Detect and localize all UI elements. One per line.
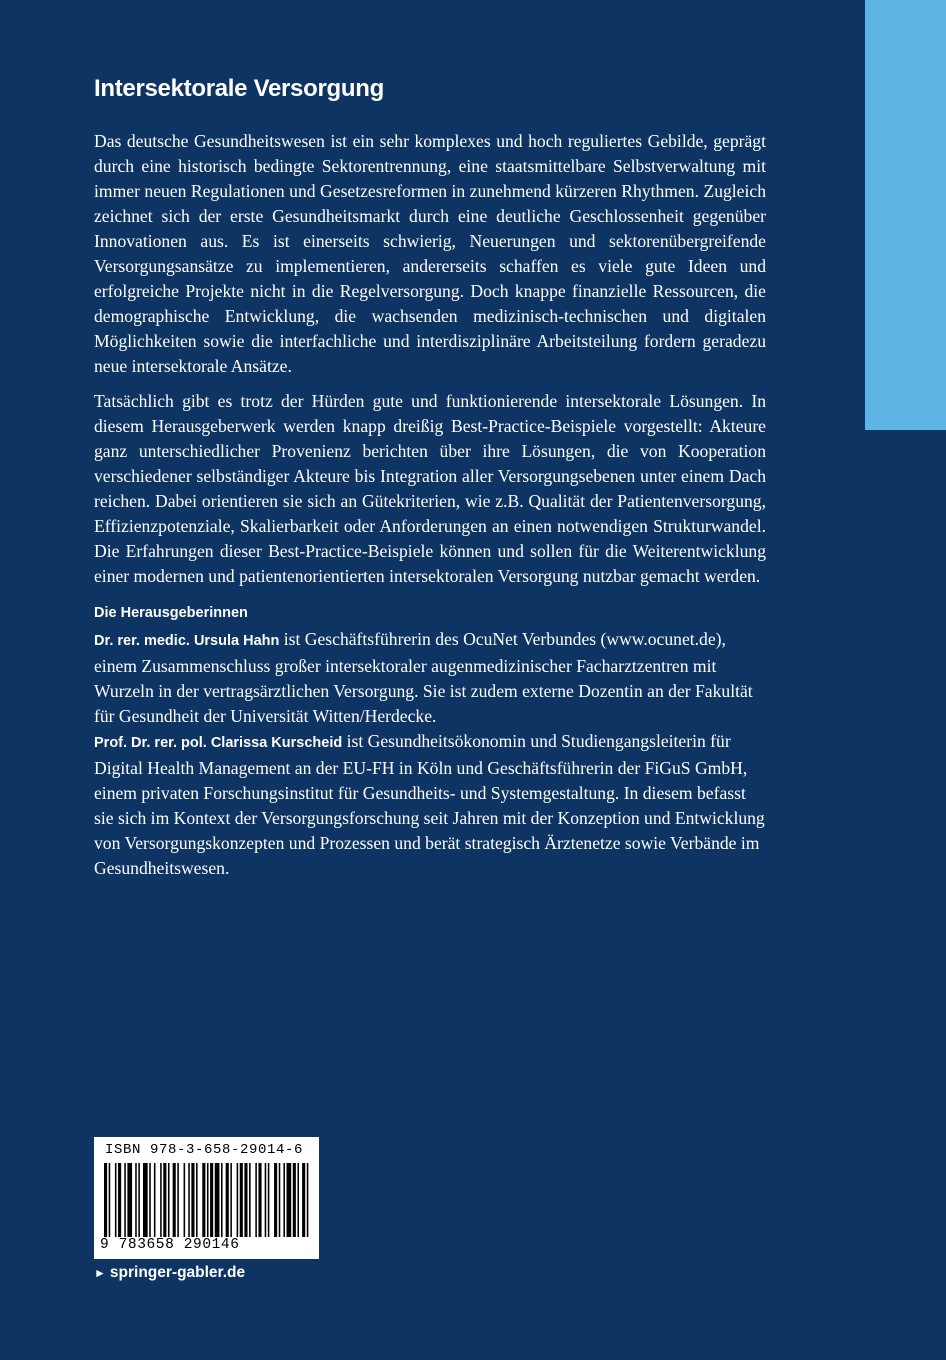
barcode-bar: [274, 1163, 277, 1237]
book-title: Intersektorale Versorgung: [94, 75, 384, 102]
barcode-bar: [215, 1163, 220, 1237]
barcode-bar: [287, 1163, 292, 1237]
barcode-bar: [240, 1163, 243, 1237]
editor-bio-1: [94, 627, 766, 729]
barcode-bar: [124, 1163, 126, 1237]
barcode-bar: [109, 1163, 111, 1237]
barcode-bar: [163, 1163, 166, 1237]
barcode-bar: [221, 1163, 223, 1237]
barcode-bar: [118, 1163, 121, 1237]
barcode-bar: [293, 1163, 296, 1237]
barcode-bar: [160, 1163, 162, 1237]
arrow-right-icon: ►: [94, 1266, 106, 1280]
description-paragraph-1: Das deutsche Gesundheitswesen ist ein sehr komplexes und hoch reguliertes Gebilde, geprägt durch eine historisch bedingte Sektorentrennung, eine staatsmittelbare Selbstverwaltung mit immer neuen Regulationen und Gesetzesreformen in zunehmend kürzeren Rhythmen. Zugleich zeichnet sich der erste Gesundheitsmarkt durch eine deutliche Geschlossenheit gegenüber Innovationen aus. Es ist einerseits schwierig, Neuerungen und sektorenübergreifende Versorgungsansätze zu implementieren, andererseits schaffen es viele gute Ideen und erfolgreiche Projekte nicht in die Regelversorgung. Doch knappe finanzielle Ressourcen, die demographische Entwicklung, die wachsenden medizinisch-technischen und digitalen Möglichkeiten sowie die interfachliche und interdisziplinäre Arbeitsteilung fordern geradezu neue intersektorale Ansätze.: [94, 131, 766, 376]
barcode-bar: [268, 1163, 270, 1237]
editor-name-1: Dr. rer. medic. Ursula Hahn: [94, 633, 280, 649]
editor-bio-2: [94, 729, 766, 881]
editor-name-2: Prof. Dr. rer. pol. Clarissa Kurscheid: [94, 735, 343, 751]
isbn-barcode: [94, 1137, 319, 1259]
barcode-bar: [143, 1163, 148, 1237]
barcode-bar: [265, 1163, 267, 1237]
editors-heading: Die Herausgeberinnen: [94, 605, 248, 621]
barcode-bar: [202, 1163, 205, 1237]
barcode-bar: [188, 1163, 190, 1237]
barcode-bar: [230, 1163, 232, 1237]
barcode-bar: [244, 1163, 247, 1237]
editor-text-1: ist Geschäftsführerin des OcuNet Verbundes (www.ocunet.de), einem Zusammenschluss großer intersektoraler augenmedizinischer Facharztzentren mit Wurzeln in der vertragsärztlichen Versorgung. Sie ist zudem externe Dozentin an der Fakultät für Gesundheit der Universität Witten/Herdecke.: [94, 629, 753, 726]
barcode-bar: [127, 1163, 132, 1237]
publisher-website[interactable]: [94, 1264, 245, 1282]
barcode-bar: [154, 1163, 156, 1237]
barcode-bars: [100, 1163, 313, 1237]
barcode-bar: [149, 1163, 151, 1237]
barcode-bar: [255, 1163, 257, 1237]
barcode-bar: [279, 1163, 281, 1237]
barcode-bar: [258, 1163, 261, 1237]
description-paragraph-2: Tatsächlich gibt es trotz der Hürden gute und funktionierende intersektorale Lösungen. In diesem Herausgeberwerk werden knapp dreißig Best-Practice-Beispiele vorgestellt: Akteure ganz unterschiedlicher Provenienz berichten über ihre Lösungen, die von Kooperation verschiedener selbständiger Akteure bis Integration aller Versorgungsebenen unter einem Dach reichen. Dabei orientieren sie sich an Gütekriterien, wie z.B. Qualität der Patientenversorgung, Effizienzpotenziale, Skalierbarkeit oder Anforderungen an einen notwendigen Strukturwandel. Die Erfahrungen dieser Best-Practice-Beispiele können und sollen für die Weiterentwicklung einer modernen und patientenorientierten intersektoralen Versorgung nutzbar gemacht werden.: [94, 391, 766, 586]
barcode-bar: [138, 1163, 140, 1237]
accent-bar: [865, 0, 946, 430]
barcode-bar: [283, 1163, 285, 1237]
barcode-bar: [104, 1163, 107, 1237]
barcode-bar: [177, 1163, 179, 1237]
back-cover-text: [94, 74, 766, 881]
barcode-bar: [207, 1163, 209, 1237]
ean-digits: 9 783658 290146: [100, 1237, 240, 1253]
barcode-bar: [307, 1163, 309, 1237]
barcode-bar: [297, 1163, 299, 1237]
barcode-bar: [115, 1163, 117, 1237]
barcode-bar: [226, 1163, 229, 1237]
barcode-bar: [249, 1163, 251, 1237]
barcode-bar: [184, 1163, 186, 1237]
editor-text-2: ist Gesundheitsökonomin und Studiengangsleiterin für Digital Health Management an der EU-FH in Köln und Geschäftsführerin der FiGuS GmbH, einem privaten Forschungsinstitut für Gesundheits- und Systemgestaltung. In diesem befasst sie sich im Kontext der Versorgungsforschung seit Jahren mit der Konzeption und Entwicklung von Versorgungskonzepten und Prozessen und berät strategisch Ärztenetze sowie Verbände im Gesundheitswesen.: [94, 731, 765, 878]
barcode-bar: [302, 1163, 305, 1237]
website-url: springer-gabler.de: [109, 1264, 246, 1281]
barcode-bar: [237, 1163, 239, 1237]
barcode-bar: [135, 1163, 137, 1237]
barcode-bar: [196, 1163, 198, 1237]
barcode-bar: [173, 1163, 176, 1237]
isbn-label: ISBN 978-3-658-29014-6: [105, 1142, 304, 1158]
barcode-bar: [210, 1163, 213, 1237]
barcode-bar: [191, 1163, 194, 1237]
barcode-bar: [168, 1163, 170, 1237]
